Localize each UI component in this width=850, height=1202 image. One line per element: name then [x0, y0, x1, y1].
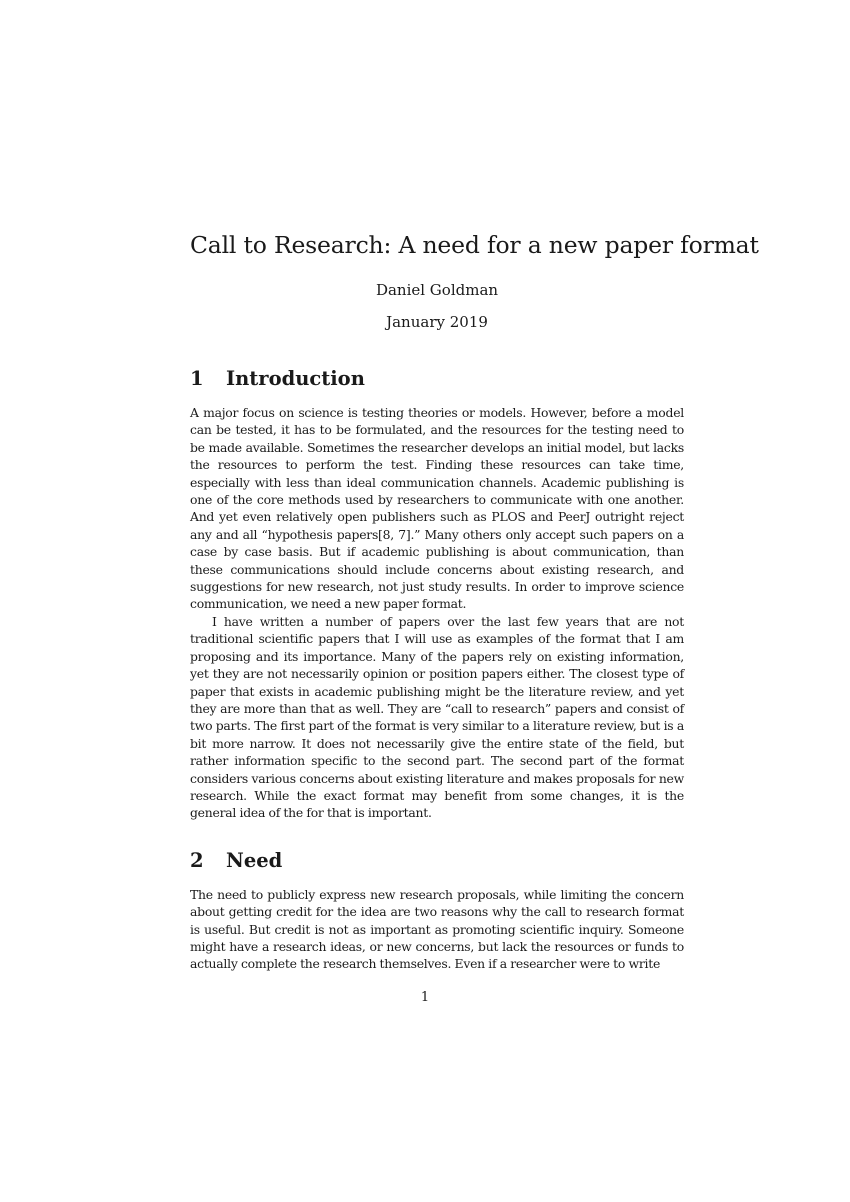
publication-date: January 2019	[386, 313, 488, 331]
section-title: Introduction	[226, 367, 365, 390]
paper-title: Call to Research: A need for a new paper format	[190, 231, 759, 259]
section-heading-introduction	[190, 366, 684, 392]
section-number: 2	[190, 848, 204, 872]
page-number: 1	[420, 990, 430, 1005]
section-heading-need	[190, 848, 684, 874]
introduction-paragraph-1: A major focus on science is testing theories or models. However, before a model can be tested, it has to be formulated, and the resources for the testing need to be made available. Sometimes the researcher develops an initial model, but lacks the resources to perform the test. Finding these resources can take time, especially with less than ideal communication channels. Academic publishing is one of the core methods used by researchers to communicate with one another. And yet even relatively open publishers such as PLOS and PeerJ outright reject any and all “hypothesis papers[8, 7].” Many others only accept such papers on a case by case basis. But if academic publishing is about communication, than these communications should include concerns about existing research, and suggestions for new research, not just study results. In order to improve science communication, we need a new paper format.	[190, 405, 684, 612]
section-title: Need	[226, 848, 283, 872]
author-name: Daniel Goldman	[375, 281, 499, 299]
introduction-paragraph-2: I have written a number of papers over the last few years that are not traditional scientific papers that I will use as examples of the format that I am proposing and its importance. Many of the papers rely on existing information, yet they are not necessarily opinion or position papers either. The closest type of paper that exists in academic publishing might be the literature review, and yet they are more than that as well. They are “call to research” papers and consist of two parts. The first part of the format is very similar to a literature review, but is a bit more narrow. It does not necessarily give the entire state of the field, but rather information specific to the second part. The second part of the format considers various concerns about existing literature and makes proposals for new research. While the exact format may benefit from some changes, it is the general idea of the for that is important.	[190, 613, 684, 821]
paper-page	[190, 228, 759, 973]
need-paragraph-1: The need to publicly express new research proposals, while limiting the concern about getting credit for the idea are two reasons why the call to research format is useful. But credit is not as important as promoting scientific inquiry. Someone might have a research ideas, or new concerns, but lack the resources or funds to actually complete the research themselves. Even if a researcher were to write	[190, 886, 684, 972]
section-number: 1	[190, 367, 204, 390]
